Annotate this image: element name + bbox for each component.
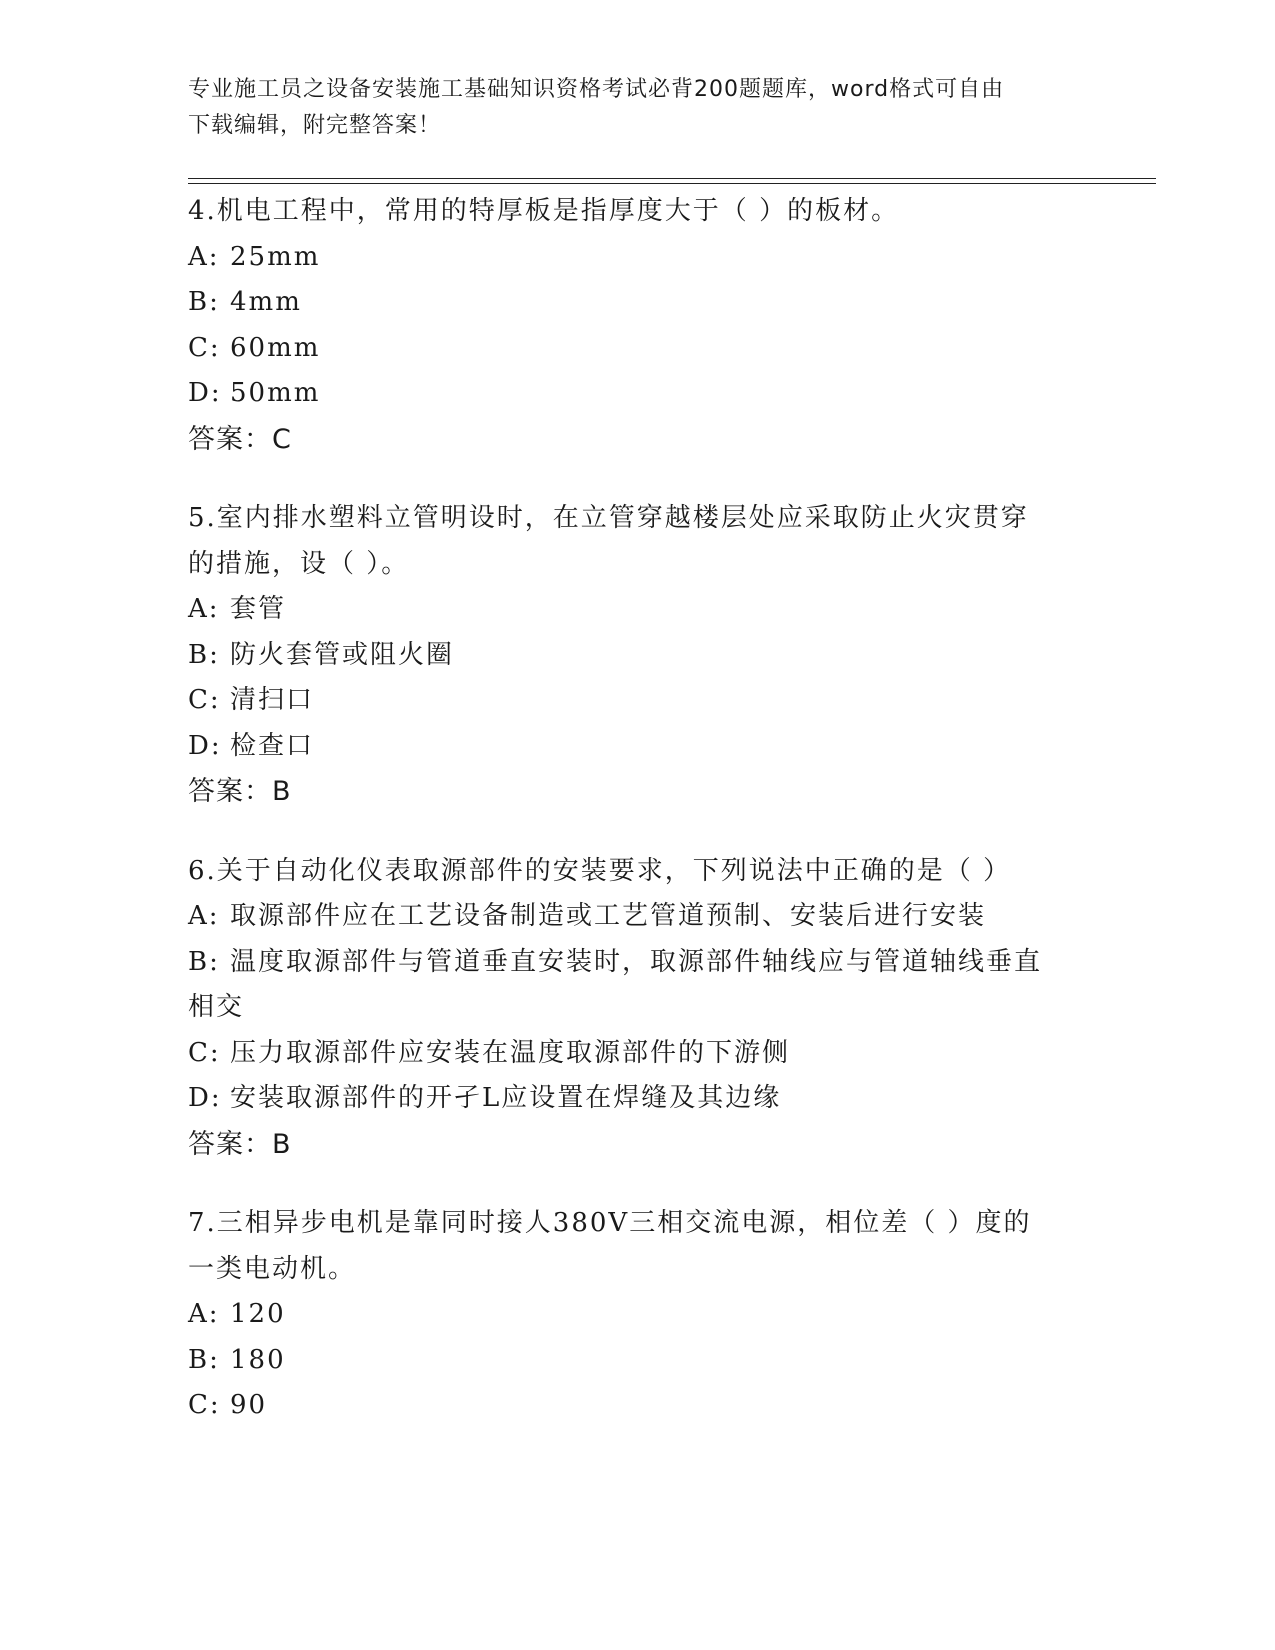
option-letter: D:: [188, 1083, 222, 1113]
question-block: [188, 496, 1088, 815]
option-text: 50mm: [230, 378, 321, 408]
answer-option: [188, 633, 1088, 679]
option-text: 套管: [230, 594, 287, 624]
question-stem: 的措施，设（ ）。: [188, 548, 410, 579]
option-letter: C:: [188, 332, 221, 363]
answer-option: [188, 326, 1088, 372]
answer-option: [188, 371, 1088, 417]
option-text: 防火套管或阻火圈: [230, 639, 455, 670]
answer-option: [188, 1338, 1088, 1384]
option-text: 90: [230, 1390, 268, 1420]
option-text: 压力取源部件应安装在温度取源部件的下游侧: [230, 1037, 791, 1068]
option-letter: B:: [188, 287, 220, 317]
answer-option: [188, 894, 1088, 940]
option-letter: B:: [188, 946, 220, 977]
option-letter: B:: [188, 1344, 220, 1375]
question-stem: 4.机电工程中，常用的特厚板是指厚度大于（ ）的板材。: [188, 196, 900, 226]
header-title-line-2: 下载编辑，附完整答案！: [188, 113, 442, 138]
question-block: [188, 1201, 1088, 1429]
header-divider-bottom: [188, 183, 1156, 184]
option-text: 60mm: [230, 332, 321, 363]
header-divider-top: [188, 178, 1156, 179]
answer-option: [188, 1292, 1088, 1338]
answer-option: [188, 587, 1088, 633]
option-text: 取源部件应在工艺设备制造或工艺管道预制、安装后进行安装: [230, 901, 987, 931]
option-letter: A:: [188, 594, 220, 624]
answer-key: 答案：B: [188, 776, 292, 807]
answer-option: [188, 724, 1088, 770]
option-text: 120: [230, 1299, 286, 1329]
answer-option: [188, 678, 1088, 724]
option-text: 清扫口: [230, 685, 315, 715]
option-text: 安装取源部件的开孑L应设置在焊缝及其边缘: [230, 1083, 782, 1113]
option-letter: C:: [188, 1037, 221, 1068]
answer-option: [188, 280, 1088, 326]
answer-option: [188, 1076, 1088, 1122]
question-stem: 6.关于自动化仪表取源部件的安装要求，下列说法中正确的是（ ）: [188, 855, 1012, 886]
option-letter: A:: [188, 901, 220, 931]
option-text-continued: 相交: [188, 992, 245, 1022]
answer-key: 答案：C: [188, 423, 292, 455]
question-block: [188, 849, 1088, 1168]
answer-key: 答案：B: [188, 1128, 292, 1160]
question-stem: 7.三相异步电机是靠同时接人380V三相交流电源，相位差（ ）度的: [188, 1208, 1032, 1238]
question-stem: 5.室内排水塑料立管明设时，在立管穿越楼层处应采取防止火灾贯穿: [188, 503, 1029, 533]
option-letter: A:: [188, 241, 220, 272]
option-text: 180: [230, 1344, 286, 1375]
option-letter: C:: [188, 1390, 221, 1420]
option-letter: D:: [188, 730, 222, 761]
option-letter: C:: [188, 685, 221, 715]
option-text: 4mm: [230, 287, 302, 317]
document-header: [188, 72, 1068, 144]
option-letter: A:: [188, 1299, 220, 1329]
option-text: 25mm: [230, 241, 321, 272]
option-letter: B:: [188, 639, 220, 670]
question-block: [188, 189, 1088, 462]
answer-option: [188, 1031, 1088, 1077]
option-letter: D:: [188, 378, 222, 408]
answer-option: [188, 940, 1088, 986]
answer-option: [188, 1383, 1088, 1429]
question-stem: 一类电动机。: [188, 1253, 357, 1284]
question-list: [188, 189, 1088, 1463]
option-text: 检查口: [230, 730, 315, 761]
header-title-line-1: 专业施工员之设备安装施工基础知识资格考试必背200题题库，word格式可自由: [188, 77, 1005, 102]
answer-option: [188, 235, 1088, 281]
option-text: 温度取源部件与管道垂直安装时，取源部件轴线应与管道轴线垂直: [230, 946, 1043, 977]
